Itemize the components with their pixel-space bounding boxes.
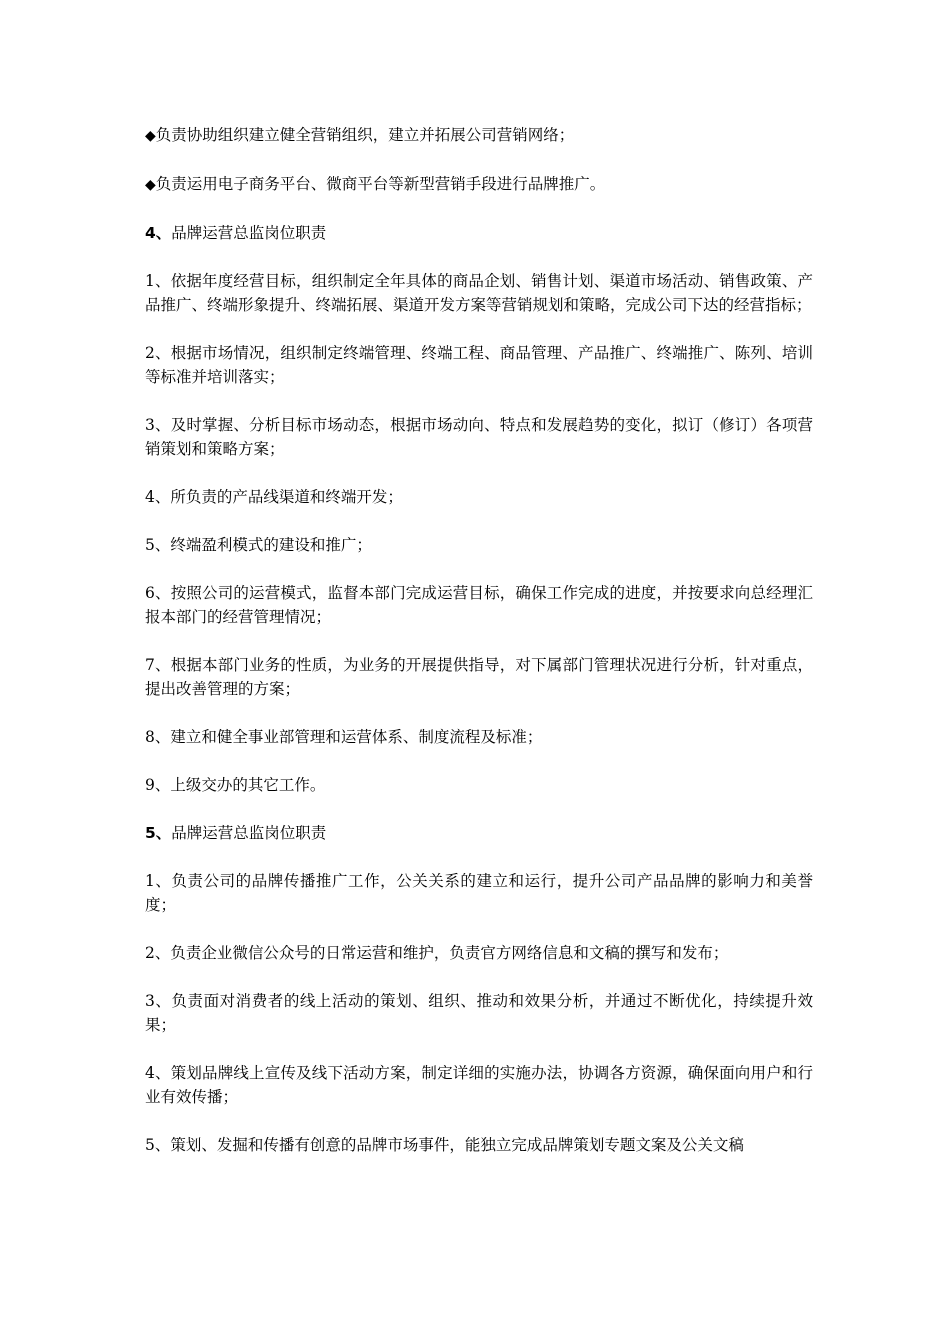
diamond-bullet-icon: ◆ [145, 177, 156, 193]
section-title: 品牌运营总监岗位职责 [171, 824, 327, 842]
duty-item: 5、策划、发掘和传播有创意的品牌市场事件，能独立完成品牌策划专题文案及公关文稿 [145, 1136, 744, 1154]
duty-item: 5、终端盈利模式的建设和推广； [145, 536, 372, 554]
bullet-text: 负责运用电子商务平台、微商平台等新型营销手段进行品牌推广。 [155, 175, 606, 193]
section-heading-5 [145, 821, 813, 845]
bullet-item [145, 123, 813, 148]
duty-item: 8、建立和健全事业部管理和运营体系、制度流程及标准； [145, 728, 543, 746]
document-page [145, 123, 813, 1181]
duty-item: 1、负责公司的品牌传播推广工作，公关关系的建立和运行，提升公司产品品牌的影响力和美誉度； [145, 872, 813, 914]
duty-item: 4、所负责的产品线渠道和终端开发； [145, 488, 403, 506]
bullet-item [145, 172, 813, 197]
duty-item: 3、负责面对消费者的线上活动的策划、组织、推动和效果分析，并通过不断优化，持续提升效果； [145, 992, 813, 1034]
duty-item: 2、负责企业微信公众号的日常运营和维护，负责官方网络信息和文稿的撰写和发布； [145, 944, 729, 962]
duty-item: 4、策划品牌线上宣传及线下活动方案，制定详细的实施办法，协调各方资源，确保面向用户和行业有效传播； [145, 1064, 813, 1106]
duty-item: 2、根据市场情况，组织制定终端管理、终端工程、商品管理、产品推广、终端推广、陈列、培训等标准并培训落实； [145, 344, 813, 386]
duty-item: 1、依据年度经营目标，组织制定全年具体的商品企划、销售计划、渠道市场活动、销售政策、产品推广、终端形象提升、终端拓展、渠道开发方案等营销规划和策略，完成公司下达的经营指标； [145, 272, 813, 314]
duty-item: 9、上级交办的其它工作。 [145, 776, 326, 794]
section-number: 5、 [145, 824, 172, 842]
duty-item: 7、根据本部门业务的性质，为业务的开展提供指导，对下属部门管理状况进行分析，针对重点，提出改善管理的方案； [145, 656, 813, 698]
diamond-bullet-icon: ◆ [145, 128, 156, 144]
section-heading-4 [145, 221, 813, 245]
duty-item: 6、按照公司的运营模式，监督本部门完成运营目标，确保工作完成的进度，并按要求向总经理汇报本部门的经营管理情况； [145, 584, 813, 626]
section-number: 4、 [145, 224, 172, 242]
section-title: 品牌运营总监岗位职责 [171, 224, 327, 242]
duty-item: 3、及时掌握、分析目标市场动态，根据市场动向、特点和发展趋势的变化，拟订（修订）各项营销策划和策略方案； [145, 416, 813, 458]
bullet-text: 负责协助组织建立健全营销组织，建立并拓展公司营销网络； [155, 126, 575, 144]
